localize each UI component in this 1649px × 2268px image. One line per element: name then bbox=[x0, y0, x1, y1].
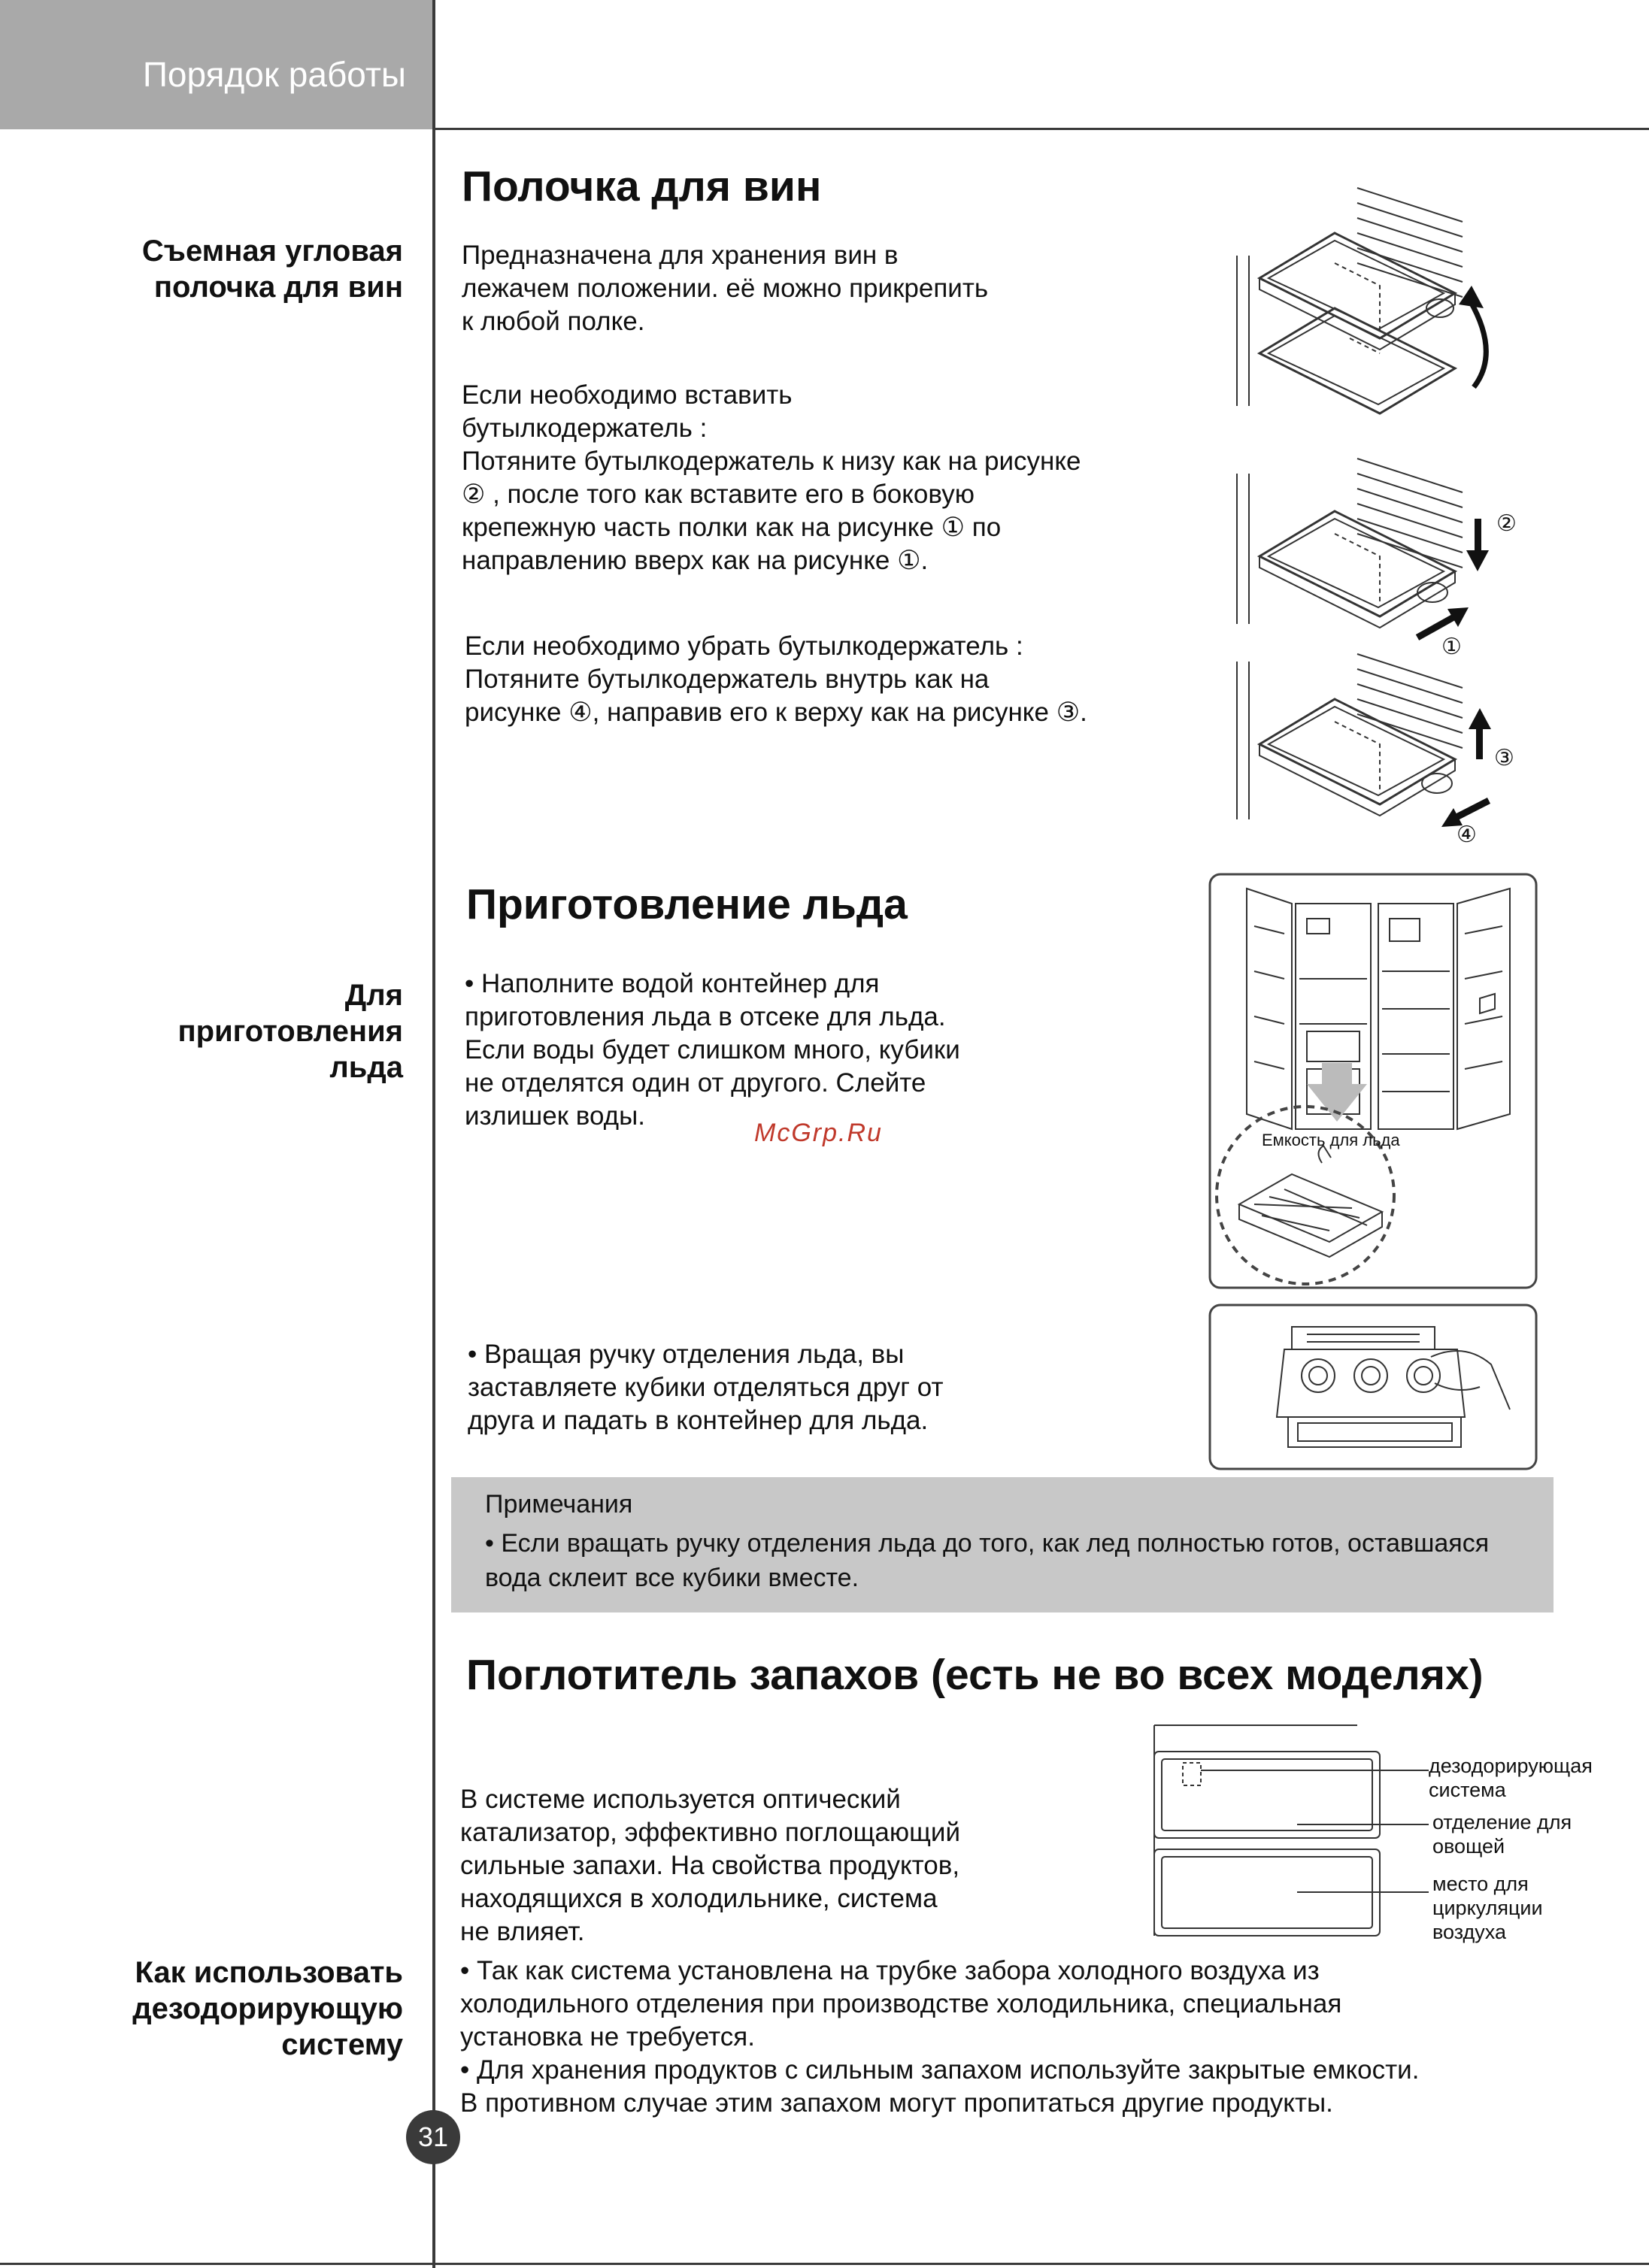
sidebar-label-wine: Съемная угловая полочка для вин bbox=[141, 235, 403, 304]
page-number: 31 bbox=[406, 2110, 460, 2164]
watermark: McGrp.Ru bbox=[754, 1119, 883, 1147]
ice-bullet-2: • Вращая ручку отделения льда, вы заставляете кубики отделяться друг от друга и падать в контейнер для льда. bbox=[468, 1340, 944, 1435]
ice-knob-illustration bbox=[1209, 1304, 1537, 1470]
marker-3: ③ bbox=[1494, 745, 1514, 771]
marker-4: ④ bbox=[1457, 822, 1477, 848]
wine-remove-instructions: Если необходимо убрать бутылкодержатель : Потяните бутылкодержатель внутрь как на рисунке ④, направив его к верху как на рисунке ③. bbox=[465, 631, 1087, 727]
marker-2: ② bbox=[1496, 510, 1517, 537]
callout-air-circulation: место для циркуляции воздуха bbox=[1432, 1873, 1543, 1943]
wine-insert-instructions: Если необходимо вставить бутылкодержатель : Потяните бутылкодержатель к низу как на рисунке ② , после того как вставите его в боковую крепежную часть полки как на рисунке ① по направлению вверх как на рисунке ①. bbox=[462, 380, 1081, 575]
callout-vegetable-compartment: отделение для овощей bbox=[1432, 1811, 1572, 1858]
ice-bullet-1: • Наполните водой контейнер для приготовления льда в отсеке для льда. Если воды будет слишком много, кубики не отделятся один от другого. Слейте излишек воды. bbox=[465, 969, 960, 1131]
footer-divider bbox=[0, 2263, 1649, 2265]
wine-shelf-illustration-2 bbox=[1229, 459, 1517, 669]
wine-shelf-illustration-3 bbox=[1229, 654, 1514, 857]
deodorizer-title: Поглотитель запахов (есть не во всех моделях) bbox=[466, 1651, 1484, 1699]
callout-deodorizing-system: дезодорирующая система bbox=[1429, 1755, 1593, 1801]
fridge-ice-container-illustration bbox=[1209, 874, 1537, 1288]
notes-text: • Если вращать ручку отделения льда до того, как лед полностью готов, оставшаяся вода склеит все кубики вместе. bbox=[485, 1529, 1490, 1592]
sidebar-label-ice: Для приготовления льда bbox=[177, 979, 403, 1084]
notes-title: Примечания bbox=[485, 1490, 633, 1519]
section-title: Порядок работы bbox=[142, 55, 406, 94]
wine-title: Полочка для вин bbox=[462, 162, 822, 210]
ice-container-label: Емкость для льда bbox=[1262, 1131, 1400, 1149]
column-divider bbox=[432, 0, 435, 2268]
ice-title: Приготовление льда bbox=[466, 880, 908, 928]
deodorizer-description: В системе используется оптический катализатор, эффективно поглощающий сильные запахи. На свойства продуктов, находящихся в холодильнике, система не влияет. bbox=[460, 1785, 961, 1946]
header-divider bbox=[434, 128, 1649, 130]
deodorizer-bullets: • Так как система установлена на трубке забора холодного воздуха из холодильного отделения при производстве холодильника, специальная установка не требуется. • Для хранения продуктов с сильным запахом используйте закрытые емкости. В противном случае этим запахом могут пропитаться другие продукты. bbox=[460, 1956, 1420, 2118]
marker-1: ① bbox=[1441, 634, 1462, 660]
sidebar-label-deodorizer: Как использовать дезодорирующую систему bbox=[132, 1956, 403, 2061]
wine-shelf-illustration-1 bbox=[1229, 180, 1470, 428]
deodorizer-diagram bbox=[1147, 1718, 1447, 1951]
wine-intro: Предназначена для хранения вин в лежачем положении. её можно прикрепить к любой полке. bbox=[462, 241, 989, 336]
